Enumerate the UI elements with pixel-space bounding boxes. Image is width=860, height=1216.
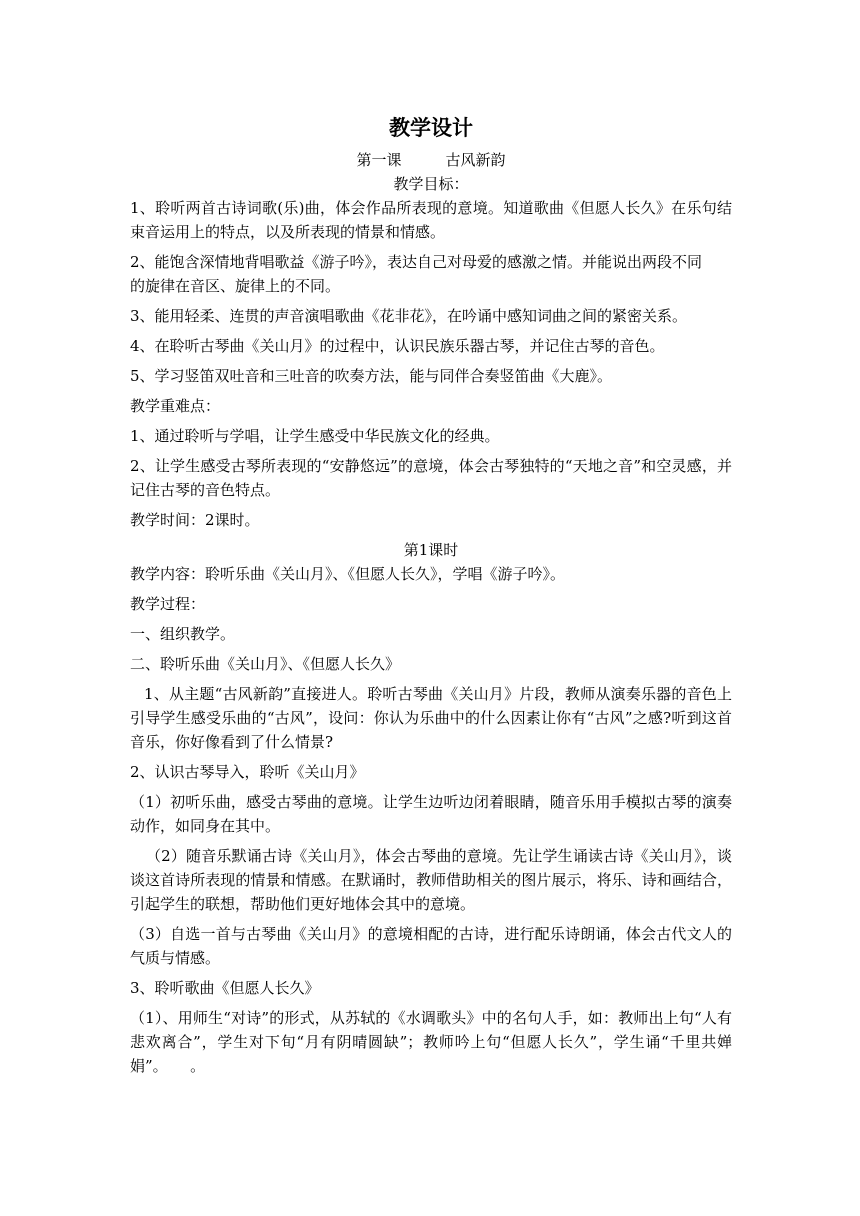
process-paragraph: （3）自选一首与古琴曲《关山月》的意境相配的古诗，进行配乐诗朗诵，体会古代文人的气质与情感。 <box>130 925 732 967</box>
process-heading: 教学过程： <box>130 595 206 613</box>
process-paragraph: （2）随音乐默诵古诗《关山月》，体会古琴曲的意境。先让学生诵读古诗《关山月》，谈谈这首诗所表现的情景和情感。在默诵时，教师借助相关的图片展示，将乐、诗和画结合，引起学生的联想，帮助他们更好地体会其中的意境。 <box>130 847 732 913</box>
objective-item: 5、学习竖笛双吐音和三吐音的吹奏方法，能与同伴合奏竖笛曲《大鹿》。 <box>130 367 613 385</box>
teaching-time: 教学时间：2课时。 <box>130 511 260 529</box>
objective-item: 4、在聆听古琴曲《关山月》的过程中，认识民族乐器古琴，并记住古琴的音色。 <box>130 337 665 355</box>
key-points-heading: 教学重难点： <box>130 397 221 415</box>
document-body <box>130 114 732 1084</box>
objectives-heading: 教学目标： <box>393 175 469 193</box>
process-paragraph: 1、从主题“古风新韵”直接进人。聆听古琴曲《关山月》片段，教师从演奏乐器的音色上引导学生感受乐曲的“古风”，设问：你认为乐曲中的什么因素让你有“古风”之感?听到这首音乐，你好像看到了什么情景? <box>130 685 732 751</box>
process-subheading: 2、认识古琴导入，聆听《关山月》 <box>130 763 365 781</box>
objective-item-continued: 的旋律在音区、旋律上的不同。 <box>130 277 341 295</box>
process-subheading: 3、聆听歌曲《但愿人长久》 <box>130 979 320 997</box>
lesson-heading <box>130 148 732 172</box>
objective-item: 1、聆听两首古诗词歌(乐)曲，体会作品所表现的意境。知道歌曲《但愿人长久》在乐句结束音运用上的特点，以及所表现的情景和情感。 <box>130 199 732 241</box>
key-point-item: 1、通过聆听与学唱，让学生感受中华民族文化的经典。 <box>130 427 500 445</box>
step-one: 一、组织教学。 <box>130 625 236 643</box>
process-paragraph: （1）、用师生“对诗”的形式，从苏轼的《水调歌头》中的名句人手，如：教师出上句“人有悲欢离合”，学生对下旬“月有阴晴圆缺”；教师吟上句“但愿人长久”，学生诵“千里共婵娟”。 。 <box>130 1009 732 1075</box>
process-paragraph: （1）初听乐曲，感受古琴曲的意境。让学生边听边闭着眼睛，随音乐用手模拟古琴的演奏动作，如同身在其中。 <box>130 793 732 835</box>
lesson-number: 第一课 <box>356 151 402 169</box>
objective-item: 2、能饱含深情地背唱歌益《游子吟》，表达自己对母爱的感激之情。并能说出两段不同 <box>130 253 703 271</box>
period-heading: 第1课时 <box>403 541 459 559</box>
step-two: 二、聆听乐曲《关山月》、《但愿人长久》 <box>130 655 401 673</box>
objective-item: 3、能用轻柔、连贯的声音演唱歌曲《花非花》，在吟诵中感知词曲之间的紧密关系。 <box>130 307 688 325</box>
key-point-item: 2、让学生感受古琴所表现的“安静悠远”的意境，体会古琴独特的“天地之音”和空灵感，并记住古琴的音色特点。 <box>130 457 732 499</box>
teaching-content: 教学内容：聆听乐曲《关山月》、《但愿人长久》，学唱《游子吟》。 <box>130 565 566 583</box>
document-title: 教学设计 <box>389 115 473 140</box>
lesson-name: 古风新韵 <box>445 151 506 169</box>
